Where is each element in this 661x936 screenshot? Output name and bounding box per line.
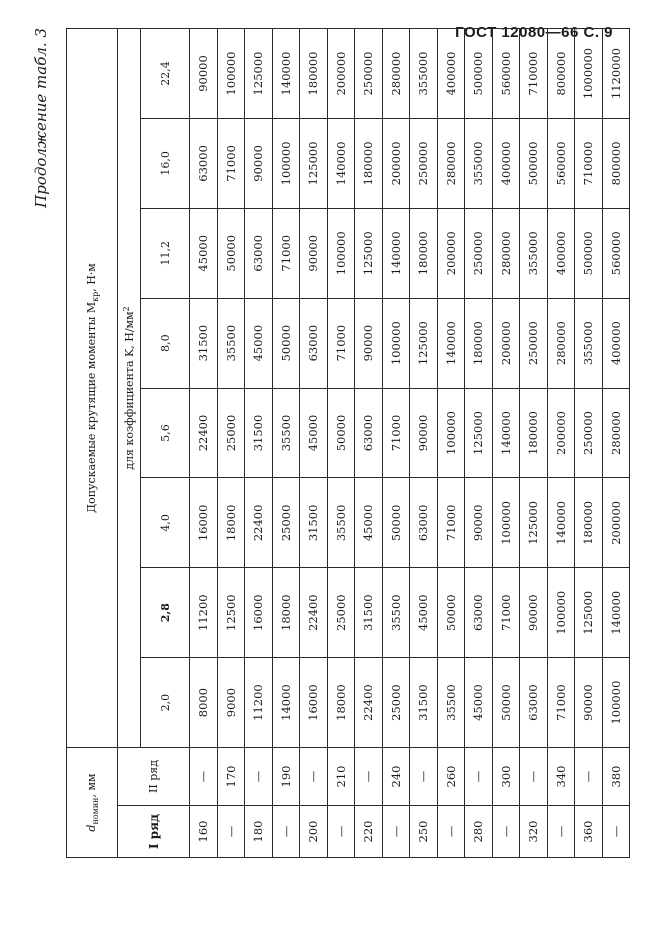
torque-value-cell: 500000	[575, 208, 603, 298]
torque-value-cell: 355000	[465, 118, 493, 208]
torque-value-cell: 500000	[520, 118, 548, 208]
torque-value-cell: 90000	[190, 29, 218, 119]
torque-value-cell: 71000	[547, 658, 575, 748]
torque-value-cell: 25000	[272, 478, 300, 568]
coefficient-cell: 2,0	[141, 658, 190, 748]
row2-diameter-cell: —	[245, 747, 273, 805]
torque-value-cell: 180000	[520, 388, 548, 478]
row2-label: II ряд	[118, 747, 190, 805]
torque-value-cell: 140000	[492, 388, 520, 478]
table-row	[547, 29, 575, 858]
torque-value-cell: 11200	[245, 658, 273, 748]
torque-value-cell: 63000	[520, 658, 548, 748]
torque-value-cell: 100000	[492, 478, 520, 568]
torque-value-cell: 100000	[217, 29, 245, 119]
torque-value-cell: 14000	[272, 658, 300, 748]
row2-diameter-cell: —	[520, 747, 548, 805]
row1-diameter-cell: —	[272, 806, 300, 858]
torque-value-cell: 90000	[465, 478, 493, 568]
torque-value-cell: 180000	[575, 478, 603, 568]
torque-value-cell: 22400	[355, 658, 383, 748]
torque-value-cell: 710000	[520, 29, 548, 119]
row1-diameter-cell: 320	[520, 806, 548, 858]
torque-value-cell: 400000	[547, 208, 575, 298]
torque-value-cell: 560000	[602, 208, 630, 298]
torque-value-cell: 90000	[520, 568, 548, 658]
torque-value-cell: 100000	[382, 298, 410, 388]
torque-value-cell: 500000	[465, 29, 493, 119]
torque-value-cell: 31500	[245, 388, 273, 478]
torque-value-cell: 45000	[410, 568, 438, 658]
torque-value-cell: 125000	[410, 298, 438, 388]
torque-value-cell: 400000	[492, 118, 520, 208]
table-caption: Продолжение табл. 3	[32, 28, 50, 208]
torque-value-cell: 125000	[575, 568, 603, 658]
row1-diameter-cell: —	[437, 806, 465, 858]
torque-value-cell: 100000	[272, 118, 300, 208]
torque-value-cell: 63000	[300, 298, 328, 388]
coefficient-cell: 11,2	[141, 208, 190, 298]
torque-value-cell: 125000	[355, 208, 383, 298]
torque-value-cell: 100000	[437, 388, 465, 478]
coefficient-cell: 4,0	[141, 478, 190, 568]
page-header: ГОСТ 12080—66 С. 9	[455, 24, 613, 41]
torque-value-cell: 90000	[245, 118, 273, 208]
torque-value-cell: 63000	[355, 388, 383, 478]
torque-value-cell: 22400	[245, 478, 273, 568]
torque-value-cell: 180000	[465, 298, 493, 388]
torque-value-cell: 125000	[520, 478, 548, 568]
table-row	[272, 29, 300, 858]
table-row	[492, 29, 520, 858]
torque-value-cell: 140000	[602, 568, 630, 658]
diameter-header: $d_{номин}$, мм	[67, 747, 118, 857]
torque-value-cell: 180000	[355, 118, 383, 208]
torque-value-cell: 63000	[190, 118, 218, 208]
table-row	[355, 29, 383, 858]
row1-diameter-cell: —	[547, 806, 575, 858]
torque-value-cell: 50000	[217, 208, 245, 298]
row1-diameter-cell: 360	[575, 806, 603, 858]
row2-diameter-cell: 190	[272, 747, 300, 805]
row1-diameter-cell: 250	[410, 806, 438, 858]
torque-value-cell: 31500	[355, 568, 383, 658]
row1-label: I ряд	[118, 806, 190, 858]
coefficient-cell: 8,0	[141, 298, 190, 388]
torque-value-cell: 16000	[300, 658, 328, 748]
torque-value-cell: 71000	[217, 118, 245, 208]
torque-value-cell: 140000	[327, 118, 355, 208]
torque-value-cell: 400000	[437, 29, 465, 119]
torque-value-cell: 25000	[327, 568, 355, 658]
torque-value-cell: 250000	[575, 388, 603, 478]
row1-diameter-cell: 220	[355, 806, 383, 858]
torque-value-cell: 140000	[547, 478, 575, 568]
row2-diameter-cell: —	[300, 747, 328, 805]
torque-value-cell: 63000	[410, 478, 438, 568]
torque-value-cell: 560000	[547, 118, 575, 208]
torque-value-cell: 280000	[547, 298, 575, 388]
torque-value-cell: 8000	[190, 658, 218, 748]
table-row	[575, 29, 603, 858]
row2-diameter-cell: 380	[602, 747, 630, 805]
torque-value-cell: 9000	[217, 658, 245, 748]
torque-value-cell: 63000	[465, 568, 493, 658]
torque-value-cell: 18000	[272, 568, 300, 658]
torque-value-cell: 200000	[437, 208, 465, 298]
torque-value-cell: 31500	[410, 658, 438, 748]
torque-value-cell: 180000	[410, 208, 438, 298]
torque-value-cell: 200000	[492, 298, 520, 388]
torque-value-cell: 71000	[272, 208, 300, 298]
torque-value-cell: 45000	[190, 208, 218, 298]
torque-value-cell: 25000	[382, 658, 410, 748]
torque-value-cell: 71000	[382, 388, 410, 478]
torque-value-cell: 25000	[217, 388, 245, 478]
coefficient-header: для коэффициента K, $Н/мм^2$	[118, 29, 141, 748]
row2-diameter-cell: —	[465, 747, 493, 805]
table-row	[437, 29, 465, 858]
torque-value-cell: 16000	[190, 478, 218, 568]
row1-diameter-cell: 280	[465, 806, 493, 858]
row2-diameter-cell: —	[355, 747, 383, 805]
torque-value-cell: 71000	[492, 568, 520, 658]
row2-diameter-cell: 170	[217, 747, 245, 805]
torque-value-cell: 250000	[410, 118, 438, 208]
row1-diameter-cell: 200	[300, 806, 328, 858]
torque-value-cell: 250000	[355, 29, 383, 119]
torque-value-cell: 45000	[300, 388, 328, 478]
torque-value-cell: 50000	[437, 568, 465, 658]
torque-value-cell: 140000	[272, 29, 300, 119]
torque-value-cell: 200000	[602, 478, 630, 568]
row2-diameter-cell: 260	[437, 747, 465, 805]
torque-value-cell: 200000	[382, 118, 410, 208]
torque-value-cell: 100000	[602, 658, 630, 748]
torque-value-cell: 50000	[492, 658, 520, 748]
coefficient-row	[141, 29, 190, 858]
torque-value-cell: 35500	[272, 388, 300, 478]
torque-value-cell: 90000	[410, 388, 438, 478]
row2-diameter-cell: 240	[382, 747, 410, 805]
torque-value-cell: 50000	[272, 298, 300, 388]
table-row	[410, 29, 438, 858]
moments-header: Допускаемые крутящие моменты $M_{кр}$, Н·м	[67, 29, 118, 748]
torque-value-cell: 140000	[382, 208, 410, 298]
row1-diameter-cell: 180	[245, 806, 273, 858]
torque-value-cell: 280000	[437, 118, 465, 208]
row2-diameter-cell: —	[410, 747, 438, 805]
table-body	[190, 29, 630, 858]
table-row	[190, 29, 218, 858]
torque-value-cell: 355000	[410, 29, 438, 119]
torque-value-cell: 31500	[190, 298, 218, 388]
torque-value-cell: 180000	[300, 29, 328, 119]
torque-value-cell: 800000	[547, 29, 575, 119]
torque-value-cell: 45000	[465, 658, 493, 748]
torque-value-cell: 90000	[575, 658, 603, 748]
torque-value-cell: 35500	[327, 478, 355, 568]
torque-value-cell: 250000	[465, 208, 493, 298]
torque-value-cell: 1000000	[575, 29, 603, 119]
row2-diameter-cell: —	[575, 747, 603, 805]
table-row	[327, 29, 355, 858]
row2-diameter-cell: —	[190, 747, 218, 805]
torque-value-cell: 90000	[300, 208, 328, 298]
torque-value-cell: 100000	[327, 208, 355, 298]
torque-value-cell: 45000	[355, 478, 383, 568]
torque-value-cell: 50000	[382, 478, 410, 568]
torque-value-cell: 18000	[327, 658, 355, 748]
table-row	[520, 29, 548, 858]
torque-value-cell: 355000	[575, 298, 603, 388]
torque-value-cell: 22400	[190, 388, 218, 478]
row2-diameter-cell: 210	[327, 747, 355, 805]
torque-value-cell: 710000	[575, 118, 603, 208]
torque-value-cell: 18000	[217, 478, 245, 568]
torque-value-cell: 31500	[300, 478, 328, 568]
torque-value-cell: 35500	[437, 658, 465, 748]
torque-value-cell: 71000	[437, 478, 465, 568]
row1-diameter-cell: —	[382, 806, 410, 858]
torque-value-cell: 100000	[547, 568, 575, 658]
table-row	[465, 29, 493, 858]
torque-value-cell: 11200	[190, 568, 218, 658]
torque-value-cell: 200000	[547, 388, 575, 478]
coefficient-cell: 2,8	[141, 568, 190, 658]
rotated-table-page	[32, 28, 623, 858]
torque-value-cell: 250000	[520, 298, 548, 388]
coefficient-cell: 5,6	[141, 388, 190, 478]
row1-diameter-cell: —	[217, 806, 245, 858]
torque-value-cell: 125000	[465, 388, 493, 478]
coefficient-cell: 22,4	[141, 29, 190, 119]
torque-value-cell: 800000	[602, 118, 630, 208]
torque-value-cell: 35500	[217, 298, 245, 388]
coefficient-cell: 16,0	[141, 118, 190, 208]
table-row	[245, 29, 273, 858]
torque-value-cell: 71000	[327, 298, 355, 388]
table-row	[217, 29, 245, 858]
torque-value-cell: 63000	[245, 208, 273, 298]
row1-diameter-cell: —	[602, 806, 630, 858]
torque-value-cell: 125000	[245, 29, 273, 119]
row2-diameter-cell: 340	[547, 747, 575, 805]
torque-value-cell: 560000	[492, 29, 520, 119]
table-row	[300, 29, 328, 858]
row1-diameter-cell: —	[327, 806, 355, 858]
torque-value-cell: 45000	[245, 298, 273, 388]
torque-value-cell: 200000	[327, 29, 355, 119]
table-row	[382, 29, 410, 858]
torque-value-cell: 90000	[355, 298, 383, 388]
torque-value-cell: 280000	[492, 208, 520, 298]
torque-value-cell: 280000	[382, 29, 410, 119]
torque-value-cell: 140000	[437, 298, 465, 388]
torque-value-cell: 280000	[602, 388, 630, 478]
row1-diameter-cell: 160	[190, 806, 218, 858]
torque-table	[66, 28, 630, 858]
row2-diameter-cell: 300	[492, 747, 520, 805]
torque-value-cell: 50000	[327, 388, 355, 478]
torque-value-cell: 22400	[300, 568, 328, 658]
torque-value-cell: 125000	[300, 118, 328, 208]
torque-value-cell: 35500	[382, 568, 410, 658]
torque-value-cell: 400000	[602, 298, 630, 388]
torque-value-cell: 16000	[245, 568, 273, 658]
table-row	[602, 29, 630, 858]
torque-value-cell: 355000	[520, 208, 548, 298]
torque-value-cell: 12500	[217, 568, 245, 658]
torque-value-cell: 1120000	[602, 29, 630, 119]
row1-diameter-cell: —	[492, 806, 520, 858]
